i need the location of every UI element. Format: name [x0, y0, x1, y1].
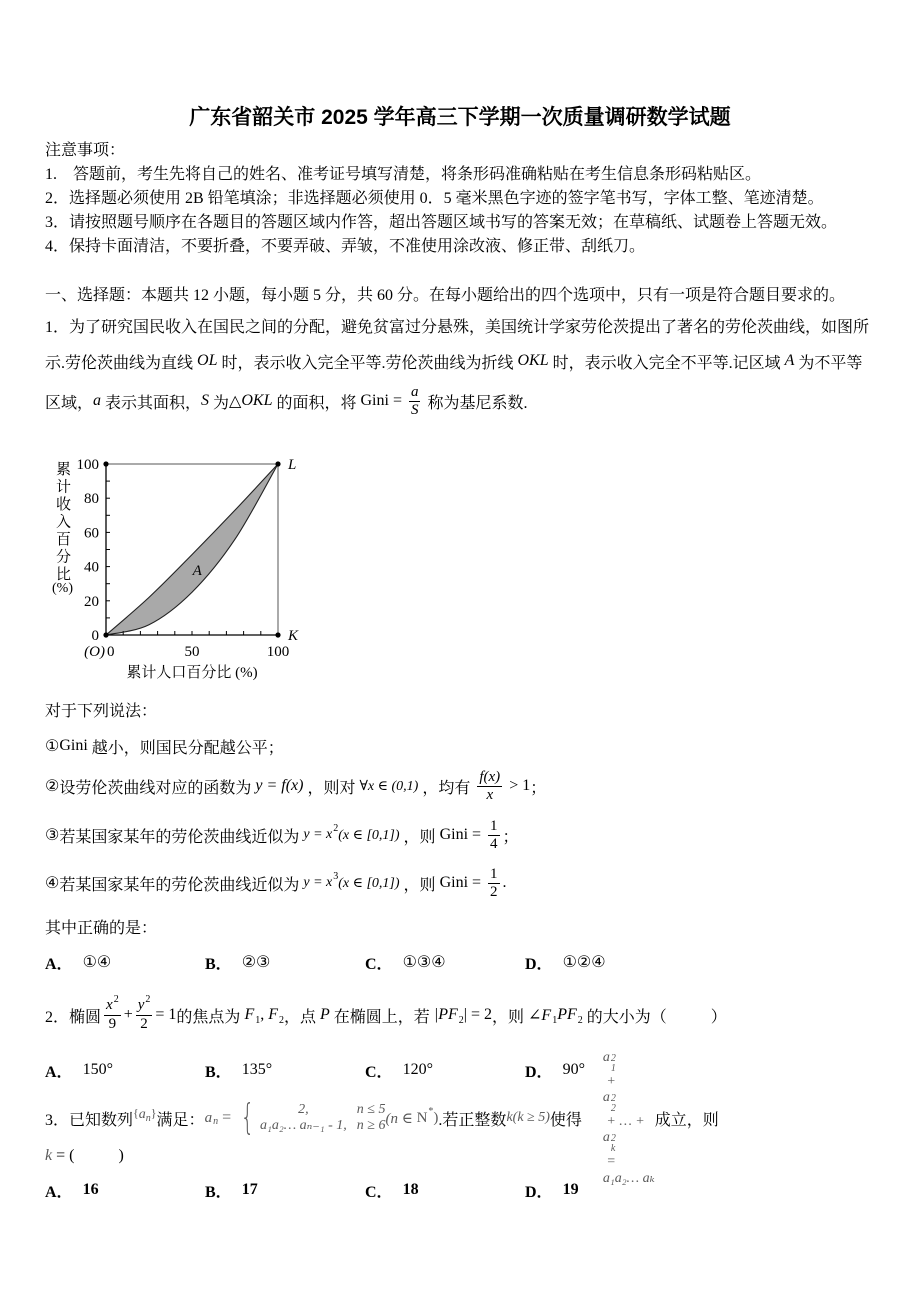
focus-f: F	[268, 1006, 278, 1023]
note-item: 2．选择题必须使用 2B 铅笔填涂；非选择题必须使用 0．5 毫米黑色字迹的签字笔书写，字体工整、笔迹清楚。	[45, 189, 824, 207]
point-label-k: K	[288, 628, 299, 644]
q1-line-1: 1．为了研究国民收入在国民之间的分配，避免贫富过分悬殊，美国统计学家劳伦茨提出了著名的劳伦茨曲线，如图所	[45, 318, 870, 336]
text: 2．椭圆	[45, 1008, 102, 1026]
angle-f: ∠F	[528, 1007, 552, 1024]
y-tick-label: 40	[84, 559, 99, 576]
text: 表示其面积，	[101, 394, 202, 412]
gini-label: Gini	[439, 826, 469, 843]
region-label-a: A	[192, 563, 202, 580]
subscript: 1	[610, 1062, 616, 1074]
math-domain: (x ∈ [0,1])	[338, 875, 400, 891]
option-letter: A．	[45, 1183, 73, 1201]
y-tick-label: 80	[84, 491, 99, 508]
fraction-denominator: 9	[108, 1016, 117, 1032]
circled-number: ①	[45, 738, 60, 755]
q1-line-3	[45, 383, 528, 418]
subscript: 1	[552, 1014, 558, 1026]
gini-value-fraction	[488, 866, 500, 901]
equals: =	[468, 874, 486, 891]
q3-option-d	[525, 1179, 579, 1201]
subscript: k	[610, 1142, 616, 1154]
option-text: 18	[402, 1181, 419, 1198]
gini-label: Gini	[439, 874, 469, 891]
option-text: 19	[562, 1181, 579, 1198]
seq-a: a	[138, 1107, 146, 1122]
math-domain: ∀x ∈ (0,1)	[359, 778, 419, 794]
q1-option-b	[205, 951, 270, 973]
sum-term-indices	[611, 1054, 616, 1074]
text: 的焦点为	[176, 1008, 245, 1026]
option-letter: A．	[45, 1063, 73, 1081]
text: 示.劳伦茨曲线为直线	[45, 354, 198, 372]
corner-point	[103, 461, 108, 466]
option-letter: D．	[525, 1183, 553, 1201]
text: 称为基尼系数.	[423, 394, 528, 412]
math-okl: OKL	[241, 392, 273, 409]
fraction-numerator: 1	[490, 865, 498, 882]
paren-close: )	[433, 1109, 439, 1126]
q1-option-d	[525, 951, 606, 973]
option-text: 135°	[241, 1061, 273, 1078]
lorenz-curve	[106, 464, 278, 635]
option-text: ①③④	[402, 954, 446, 971]
math-a-region: A	[784, 352, 795, 369]
subscript: 1	[255, 1014, 261, 1026]
x-tick-label: 50	[184, 644, 200, 660]
option-text: ①②④	[562, 954, 606, 971]
text: 区域，	[45, 394, 94, 412]
exam-title: 广东省韶关市 2025 学年高三下学期一次质量调研数学试题	[189, 106, 731, 129]
equals: =	[218, 1109, 236, 1126]
x-tick-label: 100	[266, 644, 290, 660]
text: 设劳伦茨曲线对应的函数为	[59, 779, 256, 797]
section-heading: 一、选择题：本题共 12 小题，每小题 5 分，共 60 分。在每小题给出的四个选项中，只有一项是符合题目要求的。	[45, 286, 846, 304]
q2-option-d	[525, 1059, 585, 1081]
exponent: 2	[610, 1132, 616, 1144]
exponent: 2	[113, 994, 119, 1005]
sum-term: a	[602, 1129, 610, 1145]
text: 越小，则国民分配越公平；	[87, 739, 284, 757]
gini-label: Gini	[59, 737, 88, 754]
q3-option-c	[365, 1179, 419, 1201]
text: ，则对	[303, 779, 360, 797]
option-text: 120°	[402, 1061, 433, 1078]
option-letter: B．	[205, 1183, 232, 1201]
circled-number: ③	[45, 827, 60, 844]
text: 的大小为（	[582, 1008, 667, 1026]
q3-option-b	[205, 1179, 258, 1201]
subscript: n	[213, 1115, 219, 1127]
set-brace-close: }	[150, 1105, 157, 1120]
comma: ,	[260, 1006, 269, 1023]
math-ol: OL	[197, 352, 218, 369]
text: ，均有	[418, 779, 475, 797]
naturals-symbol: N	[416, 1109, 428, 1126]
sum-term: a	[602, 1089, 610, 1105]
sum-term-indices	[611, 1134, 616, 1154]
a-n: a	[204, 1109, 213, 1126]
sum-term-indices	[611, 1094, 616, 1114]
set-brace-open: {	[133, 1105, 139, 1120]
y-axis-label: 累计收入百分比	[54, 461, 70, 584]
math-s: S	[201, 392, 210, 409]
answer-prompt: 其中正确的是：	[45, 919, 158, 937]
option-letter: C．	[365, 955, 393, 973]
statement-1	[45, 735, 284, 757]
q1-option-c	[365, 951, 446, 973]
equals: =	[468, 826, 486, 843]
math-eq: | = 2	[463, 1006, 492, 1023]
case-condition-2: n ≥ 6	[356, 1118, 386, 1133]
statement-2	[45, 768, 547, 803]
equals-one: = 1	[155, 1006, 177, 1023]
point-p: P	[320, 1006, 330, 1023]
math-function: y = f(x)	[255, 777, 304, 794]
text: 满足：	[156, 1111, 205, 1129]
text: 时，表示收入完全不平等.记区域	[548, 354, 785, 372]
focus-f: F	[244, 1006, 255, 1023]
statements-intro: 对于下列说法：	[45, 702, 158, 720]
option-letter: C．	[365, 1063, 393, 1081]
plus: +	[602, 1073, 620, 1089]
k-condition: k(k ≥ 5)	[506, 1110, 550, 1125]
exponent: 2	[145, 994, 151, 1005]
case-value-1: 2,	[298, 1102, 309, 1117]
option-text: 16	[82, 1181, 99, 1198]
lorenz-chart	[40, 445, 320, 690]
ellipse-x-term	[104, 994, 121, 1033]
q2-option-b	[205, 1059, 272, 1081]
math-okl: OKL	[517, 352, 549, 369]
y-tick-label: 100	[76, 457, 99, 473]
region-a	[106, 464, 278, 635]
text: ）	[710, 1008, 727, 1026]
ratio-fraction	[477, 769, 502, 804]
math-domain: (x ∈ [0,1])	[338, 827, 400, 843]
fraction-numerator: a	[410, 383, 419, 400]
exponent: 2	[610, 1092, 616, 1104]
corner-point	[275, 632, 280, 637]
math-a: a	[93, 392, 102, 409]
case-brace: {	[240, 1097, 255, 1138]
seq-sub-n: n	[145, 1112, 151, 1124]
equality-line-ol	[106, 464, 278, 635]
case-value-2: a₁a₂… aₙ₋₁ - 1,	[260, 1118, 347, 1133]
text: .	[502, 874, 507, 891]
text: 若某国家某年的劳伦茨曲线近似为	[59, 876, 304, 894]
sum-term: a	[602, 1049, 610, 1065]
q2-stem	[45, 994, 727, 1032]
option-text: 17	[241, 1181, 258, 1198]
product: a₁a₂… aₖ	[602, 1170, 655, 1186]
angle-pf: PF	[557, 1006, 577, 1023]
text: 为不平等	[794, 354, 863, 372]
option-letter: B．	[205, 1063, 232, 1081]
subscript: 2	[458, 1014, 464, 1026]
var-y: y	[137, 997, 145, 1013]
sum-expression	[582, 1034, 655, 1203]
text: 为	[209, 394, 230, 412]
y-tick-label: 20	[84, 593, 99, 610]
ellipsis-plus: + … +	[602, 1113, 649, 1129]
corner-point	[103, 632, 108, 637]
lorenz-figure	[40, 445, 320, 690]
fraction-numerator	[136, 994, 153, 1016]
circled-number: ②	[45, 778, 60, 795]
text: 使得	[549, 1111, 582, 1129]
note-item: 3．请按照题号顺序在各题目的答题区域内作答，超出答题区域书写的答案无效；在草稿纸、试题卷上答题无效。	[45, 213, 838, 231]
paren-open: = (	[52, 1147, 75, 1164]
subscript: 2	[577, 1014, 583, 1026]
y-axis-unit: (%)	[52, 581, 73, 596]
statement-4	[45, 865, 507, 900]
text: ；	[502, 828, 519, 846]
circled-number: ④	[45, 875, 60, 892]
q3-answer-line	[45, 1145, 124, 1167]
text: 在椭圆上，若	[329, 1008, 434, 1026]
text: 时，表示收入完全平等.劳伦茨曲线为折线	[217, 354, 518, 372]
y-tick-label: 0	[91, 628, 99, 644]
point-label-l: L	[288, 457, 297, 473]
q1-line-2	[45, 350, 862, 372]
paren-close: )	[118, 1147, 124, 1164]
option-text: 150°	[82, 1061, 113, 1078]
q3-option-a	[45, 1179, 99, 1201]
var-x: x	[106, 997, 113, 1013]
text: ，则	[399, 876, 440, 894]
fraction-numerator: f(x)	[479, 768, 501, 785]
q2-option-a	[45, 1059, 113, 1081]
q1-option-a	[45, 951, 111, 973]
note-item: 1. 答题前，考生先将自己的姓名、准考证号填写清楚，将条形码准确粘贴在考生信息条形码粘贴区。	[45, 165, 762, 183]
option-letter: D．	[525, 1063, 553, 1081]
gini-value-fraction	[488, 818, 500, 853]
exponent: 2	[333, 822, 339, 834]
math-pf: |PF	[433, 1006, 458, 1023]
text: 成立，则	[654, 1111, 719, 1129]
notes-heading: 注意事项：	[45, 141, 126, 159]
statement-3	[45, 817, 519, 852]
gini-label: Gini	[360, 392, 389, 409]
ellipse-y-term	[136, 994, 153, 1033]
text: ，则	[492, 1008, 529, 1026]
domain-text: (n ∈	[385, 1110, 417, 1127]
option-letter: C．	[365, 1183, 393, 1201]
option-letter: D．	[525, 955, 553, 973]
option-letter: B．	[205, 955, 232, 973]
option-text: ②③	[241, 954, 271, 971]
star: *	[428, 1105, 434, 1117]
var-k: k	[45, 1147, 53, 1164]
y-tick-label: 60	[84, 525, 99, 542]
text: ，点	[284, 1008, 321, 1026]
text: ；	[530, 779, 547, 797]
q2-option-c	[365, 1059, 433, 1081]
text: 的面积，将	[272, 394, 361, 412]
case-conditions	[357, 1102, 386, 1134]
option-text: ①④	[82, 954, 112, 971]
x-tick-label: 0	[107, 644, 115, 660]
text: 若某国家某年的劳伦茨曲线近似为	[59, 828, 304, 846]
equals: =	[388, 392, 406, 409]
case-condition-1: n ≤ 5	[356, 1102, 386, 1117]
subscript: 2	[610, 1102, 616, 1114]
math-function: y = x	[303, 875, 333, 890]
origin-label: (O)	[84, 644, 105, 660]
fraction-denominator: 4	[490, 835, 498, 852]
subscript: 2	[279, 1014, 284, 1026]
fraction-numerator: 1	[490, 817, 498, 834]
plus: +	[123, 1006, 133, 1023]
fraction-numerator	[104, 994, 121, 1016]
exponent: 3	[333, 870, 339, 882]
fraction-denominator: x	[486, 786, 494, 803]
triangle-symbol: △	[229, 393, 242, 410]
text: ，则	[399, 828, 440, 846]
note-item: 4．保持卡面清洁，不要折叠，不要弄破、弄皱，不准使用涂改液、修正带、刮纸刀。	[45, 237, 646, 255]
fraction-denominator: 2	[140, 1016, 148, 1032]
fraction-denominator: 2	[490, 883, 498, 900]
fraction-denominator: S	[410, 401, 419, 418]
text: .若正整数	[438, 1111, 507, 1129]
exponent: 2	[610, 1052, 616, 1064]
text: 3．已知数列	[45, 1111, 134, 1129]
case-values	[260, 1102, 347, 1134]
x-axis-label: 累计人口百分比 (%)	[126, 665, 258, 681]
corner-point	[275, 461, 280, 466]
option-text: 90°	[562, 1061, 585, 1078]
math-function: y = x	[303, 827, 333, 842]
equals: =	[602, 1153, 620, 1169]
gini-fraction	[409, 384, 421, 419]
math-inequality: > 1	[505, 777, 531, 794]
option-letter: A．	[45, 955, 73, 973]
